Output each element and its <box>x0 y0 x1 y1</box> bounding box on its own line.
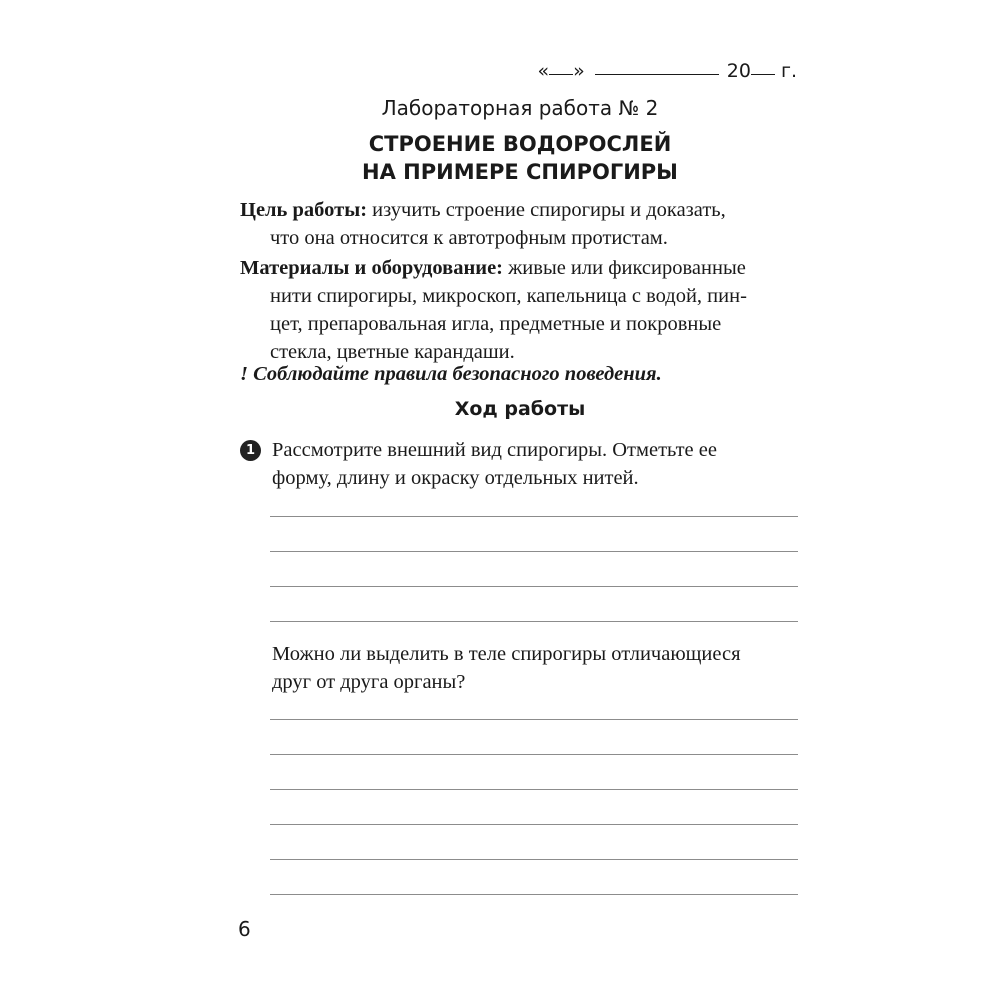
answer-line[interactable] <box>270 516 798 517</box>
date-suffix: г. <box>780 60 797 82</box>
answer-line[interactable] <box>270 719 798 720</box>
date-field <box>538 60 797 82</box>
answer-line[interactable] <box>270 551 798 552</box>
task-number-badge: 1 <box>240 440 261 461</box>
procedure-heading: Ход работы <box>454 398 586 420</box>
task-1-text <box>272 436 800 492</box>
date-close-quote: » <box>573 60 585 82</box>
answer-line[interactable] <box>270 894 798 895</box>
goal-text-cont: что она относится к автотрофным протистам. <box>270 227 668 249</box>
page-number: 6 <box>238 917 251 941</box>
answer-line[interactable] <box>270 754 798 755</box>
materials-line: нити спирогиры, микроскоп, капельница с водой, пин- <box>270 285 747 307</box>
materials-text: живые или фиксированные <box>503 257 746 279</box>
lab-title <box>0 130 1000 186</box>
date-open-quote: « <box>537 60 550 82</box>
answer-line[interactable] <box>270 824 798 825</box>
date-year: 20 <box>726 60 751 82</box>
goal-paragraph <box>240 196 798 252</box>
goal-label: Цель работы: <box>240 199 368 221</box>
answer-line[interactable] <box>270 621 798 622</box>
materials-line: стекла, цветные карандаши. <box>270 341 515 363</box>
year-blank[interactable] <box>751 73 775 75</box>
question-text <box>272 640 800 696</box>
answer-line[interactable] <box>270 586 798 587</box>
question-line: друг от друга органы? <box>272 671 466 693</box>
day-blank[interactable] <box>549 73 573 75</box>
question-line: Можно ли выделить в теле спирогиры отличающиеся <box>272 643 741 665</box>
task-1-line: форму, длину и окраску отдельных нитей. <box>272 467 639 489</box>
title-line-1: СТРОЕНИЕ ВОДОРОСЛЕЙ <box>368 132 672 156</box>
safety-warning: ! Соблюдайте правила безопасного поведения. <box>240 363 662 385</box>
month-blank[interactable] <box>595 73 719 75</box>
goal-text: изучить строение спирогиры и доказать, <box>367 199 726 221</box>
answer-line[interactable] <box>270 789 798 790</box>
materials-paragraph <box>240 254 798 366</box>
title-line-2: НА ПРИМЕРЕ СПИРОГИРЫ <box>362 160 678 184</box>
lab-number: Лабораторная работа № 2 <box>381 96 659 120</box>
materials-line: цет, препаровальная игла, предметные и покровные <box>270 313 722 335</box>
answer-line[interactable] <box>270 859 798 860</box>
task-1-line: Рассмотрите внешний вид спирогиры. Отметьте ее <box>272 439 717 461</box>
materials-label: Материалы и оборудование: <box>240 257 503 279</box>
